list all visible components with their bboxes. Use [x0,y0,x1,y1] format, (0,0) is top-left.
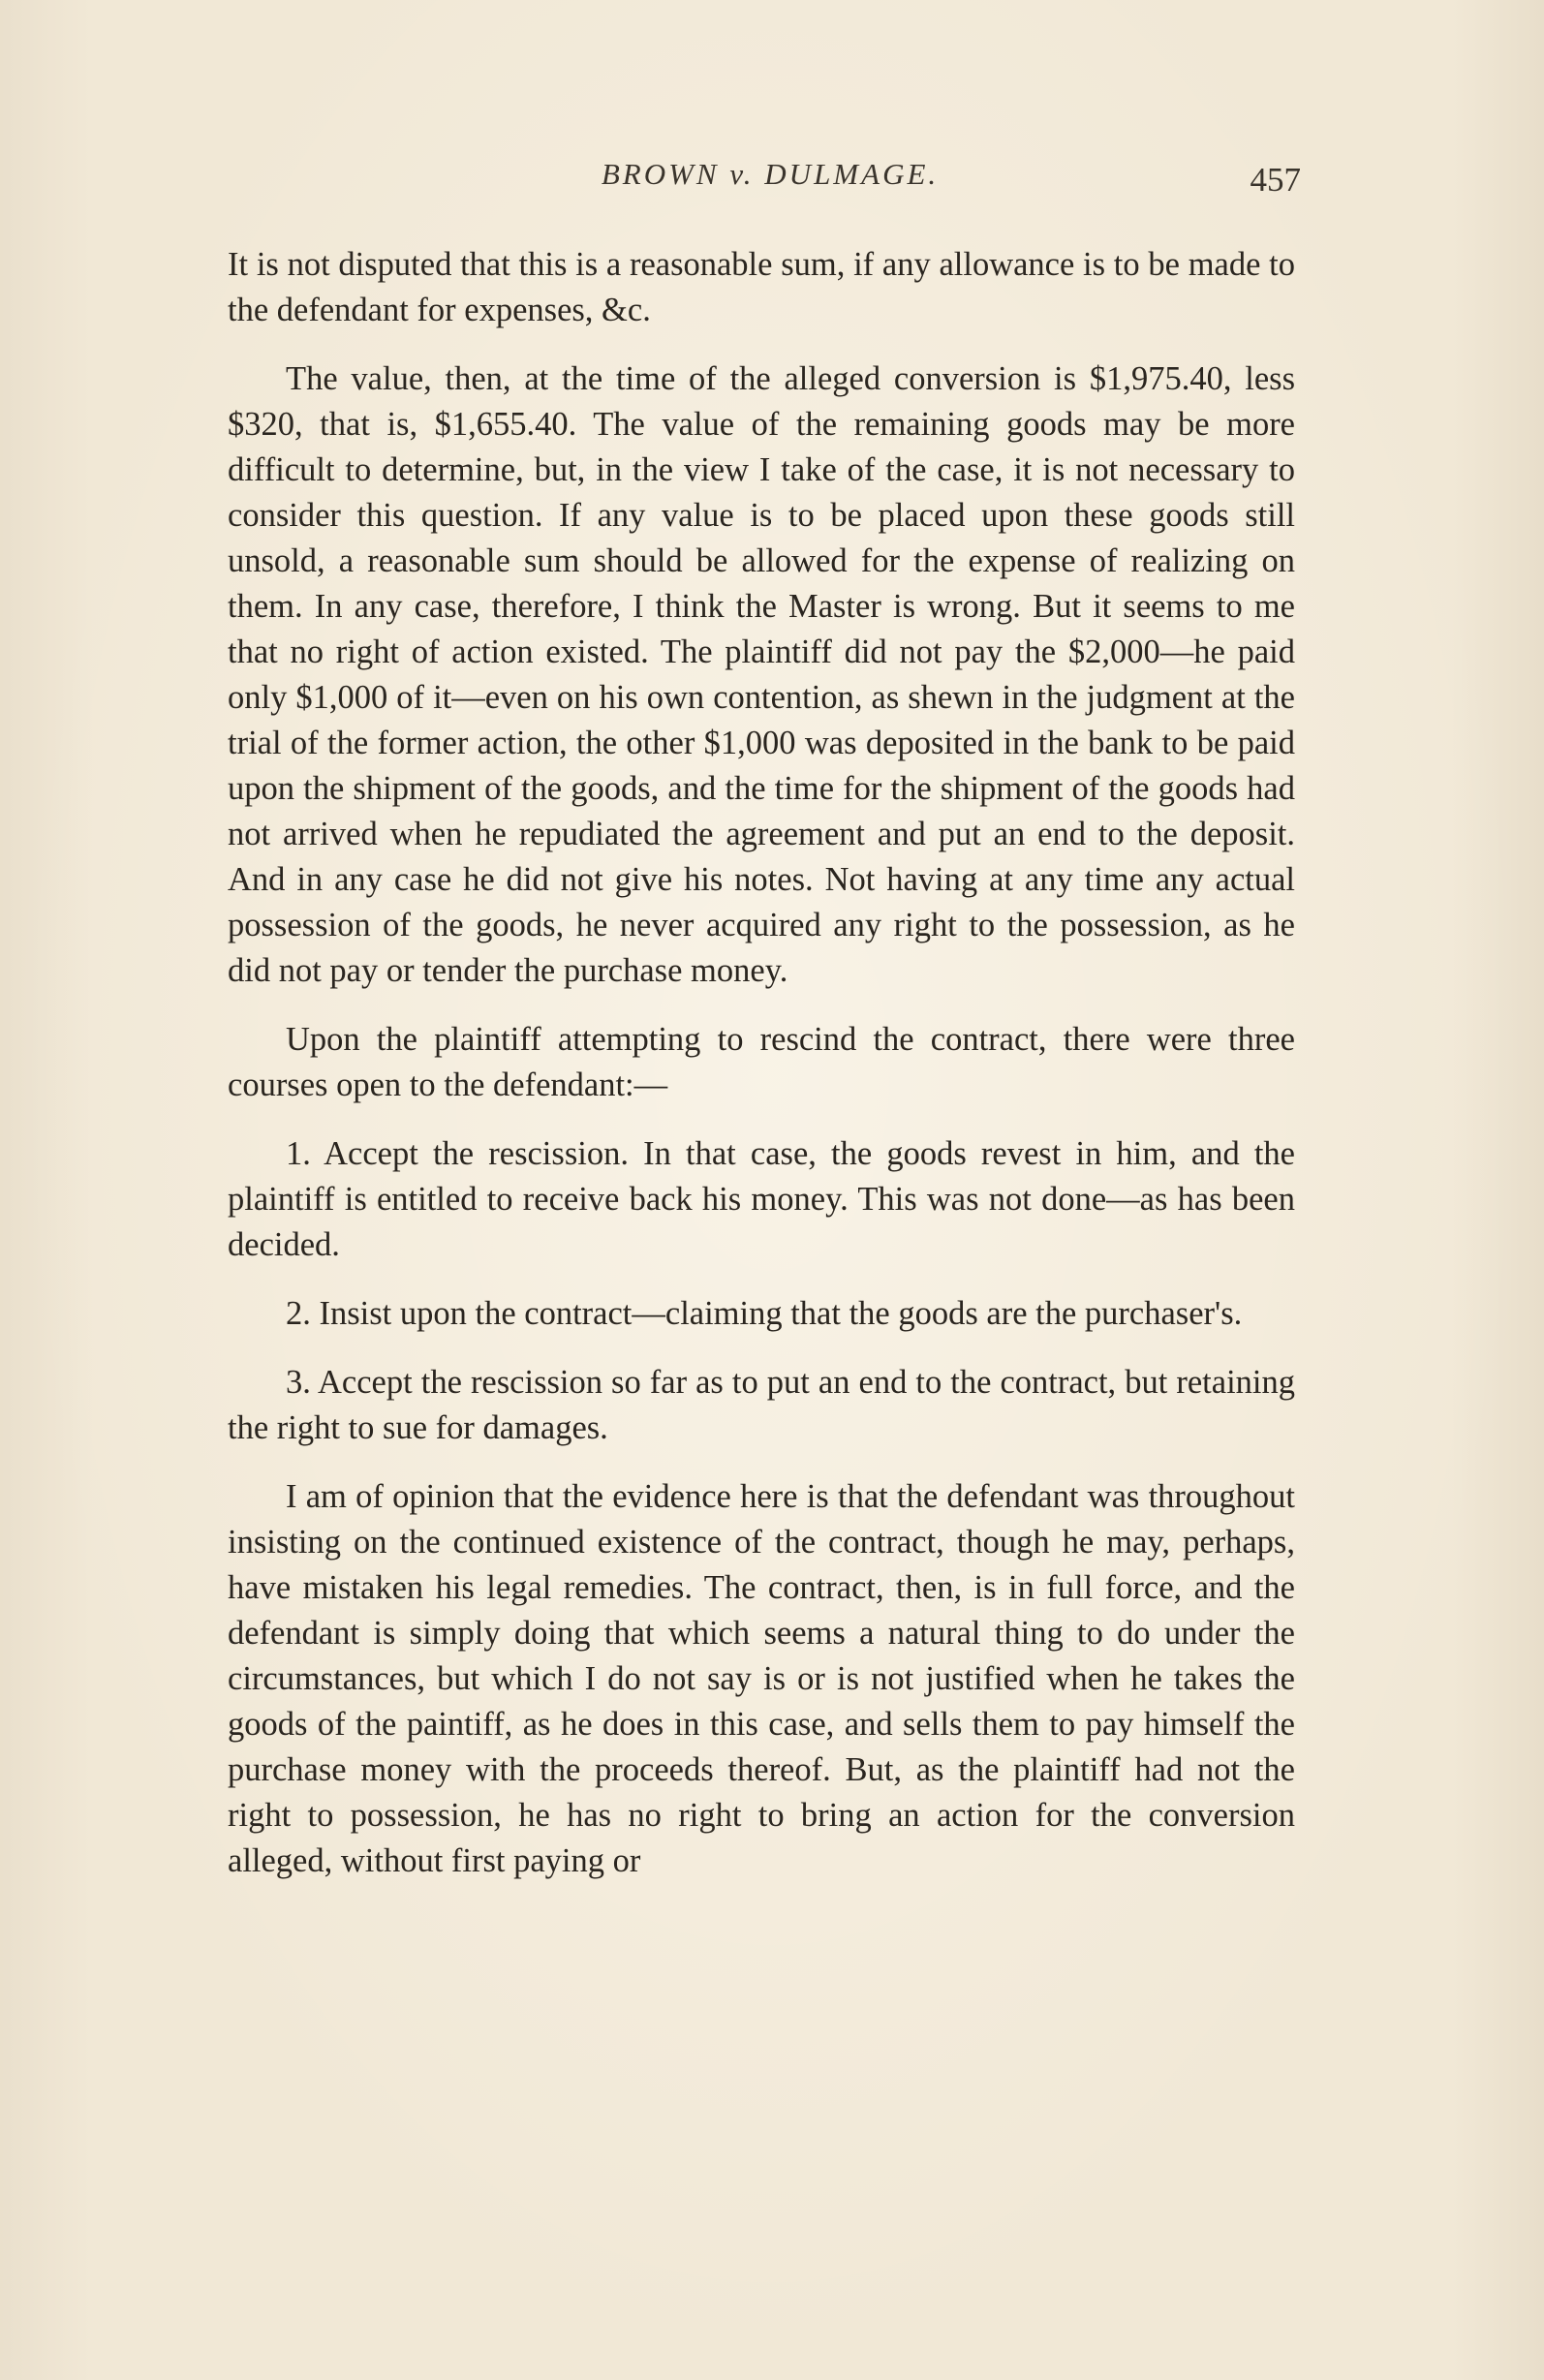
list-item-2: 2. Insist upon the contract—claiming that the goods are the purchaser's. [286,1295,1243,1332]
paragraph-4: I am of opinion that the evidence here is that the defendant was throughout insisting on the continued existence of the contract, though he may, perhaps, have mistaken his legal remedies. The contract, then, is in full force, and the defendant is simply doing that which seems a natural thing to do under the circumstances, but which I do not say is or is not justified when he takes the goods of the paintiff, as he does in this case, and sells them to pay himself the purchase money with the proceeds thereof. But, as the plaintiff had not the right to possession, he has no right to bring an action for the conversion alleged, without first paying or [228,1478,1295,1879]
page-number: 457 [1250,161,1301,199]
list-item-1: 1. Accept the rescission. In that case, the goods revest in him, and the plaintiff is entitled to receive back his money. This was not done—as has been decided. [228,1135,1295,1263]
body-text [228,242,1295,1884]
running-head: BROWN v. DULMAGE. [601,157,940,191]
paragraph-1: It is not disputed that this is a reasonable sum, if any allowance is to be made to the defendant for expenses, &c. [228,246,1295,328]
list-item-3: 3. Accept the rescission so far as to put an end to the contract, but retaining the right to sue for damages. [228,1364,1295,1446]
page-header [228,157,1312,205]
paragraph-2: The value, then, at the time of the alleged conversion is $1,975.40, less $320, that is, $1,655.40. The value of the remaining goods may be more difficult to determine, but, in the view I take of the case, it is not necessary to consider this question. If any value is to be placed upon these goods still unsold, a reasonable sum should be allowed for the expense of realizing on them. In any case, therefore, I think the Master is wrong. But it seems to me that no right of action existed. The plaintiff did not pay the $2,000—he paid only $1,000 of it—even on his own contention, as shewn in the judgment at the trial of the former action, the other $1,000 was deposited in the bank to be paid upon the shipment of the goods, and the time for the shipment of the goods had not arrived when he repudiated the agreement and put an end to the deposit. And in any case he did not give his notes. Not having at any time any actual possession of the goods, he never acquired any right to the possession, as he did not pay or tender the purchase money. [228,360,1295,989]
paragraph-3: Upon the plaintiff attempting to rescind the contract, there were three courses open to the defendant:— [228,1021,1295,1103]
